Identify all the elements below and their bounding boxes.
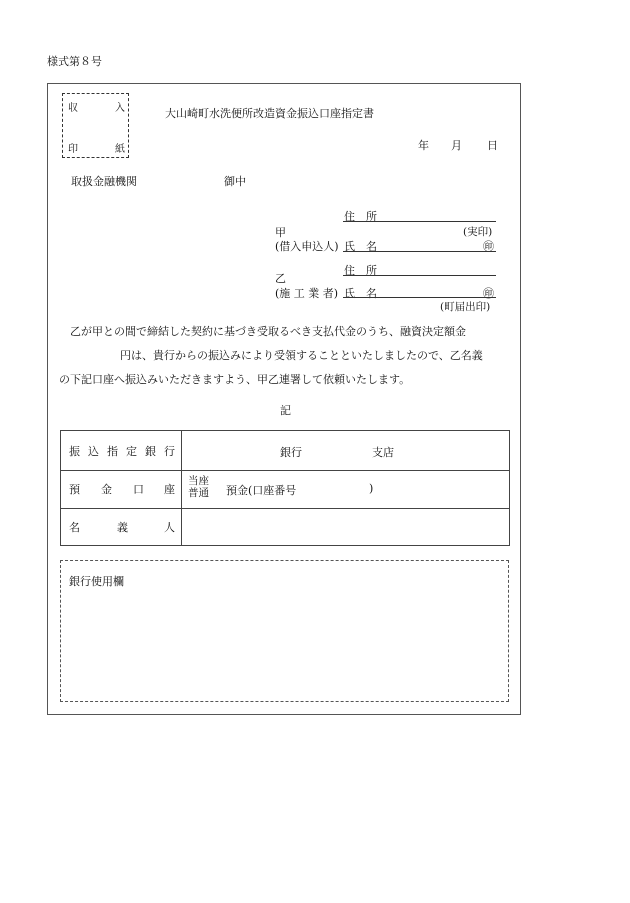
account-type-ordinary: 普通 [188,487,209,499]
transfer-account-table [60,430,510,546]
close-paren: ) [369,482,374,495]
row-deposit-account [61,470,509,509]
party-b-name-label: 氏 名 [344,287,377,300]
party-b-seal-mark: ㊞ [483,287,494,300]
party-a-seal-mark: ㊞ [483,240,494,253]
party-a-role: 甲 [275,226,286,239]
branch-suffix: 支店 [372,446,394,459]
bank-use-box [60,560,509,702]
revenue-stamp-box [62,93,129,158]
party-b-role-note: (施 工 業 者) [275,287,339,300]
row-account-holder-label: 名 義 人 [61,508,182,545]
party-b-role: 乙 [275,272,286,285]
party-a-name-line [343,251,496,252]
bank-suffix: 銀行 [280,446,302,459]
date-year-label: 年 [418,139,429,152]
party-a-address-line [343,221,496,222]
party-b-address-label: 住 所 [344,264,377,277]
party-b-address-line [343,275,496,276]
party-a-name-label: 氏 名 [344,240,377,253]
party-b-name-line [343,297,496,298]
stamp-char-3: 印 [68,144,78,155]
body-line-3: の下記口座へ振込みいただきますよう、甲乙連署して依頼いたします。 [59,373,411,386]
stamp-char-2: 入 [115,103,125,114]
party-a-address-label: 住 所 [344,210,377,223]
row-account-holder [61,508,509,545]
form-number: 様式第８号 [47,55,102,68]
date-day-label: 日 [487,139,498,152]
row-designated-bank-label: 振 込 指 定 銀 行 [61,431,182,470]
ki-heading: 記 [280,404,291,417]
party-a-role-note: (借入申込人) [275,240,339,253]
stamp-char-1: 収 [68,103,78,114]
honorific-gochu: 御中 [224,175,246,188]
bank-addressee: 取扱金融機関 [71,175,137,188]
request-body-text [60,320,510,392]
party-b-seal-note: (町届出印) [440,301,491,313]
document-title: 大山崎町水洗便所改造資金振込口座指定書 [165,107,374,120]
body-line-1: 乙が甲との間で締結した契約に基づき受取るべき支払代金のうち、融資決定額金 [70,325,466,338]
bank-use-label: 銀行使用欄 [69,575,124,588]
body-line-2: 円は、貴行からの振込みにより受領することといたしましたので、乙名義 [120,349,483,362]
deposit-account-number-label: 預金(口座番号 [226,484,297,497]
date-month-label: 月 [451,139,462,152]
row-deposit-account-label: 預 金 口 座 [61,470,182,508]
stamp-char-4: 紙 [115,144,125,155]
account-type-current: 当座 [188,475,209,487]
row-designated-bank [61,431,509,471]
party-a-seal-note: (実印) [463,226,493,238]
